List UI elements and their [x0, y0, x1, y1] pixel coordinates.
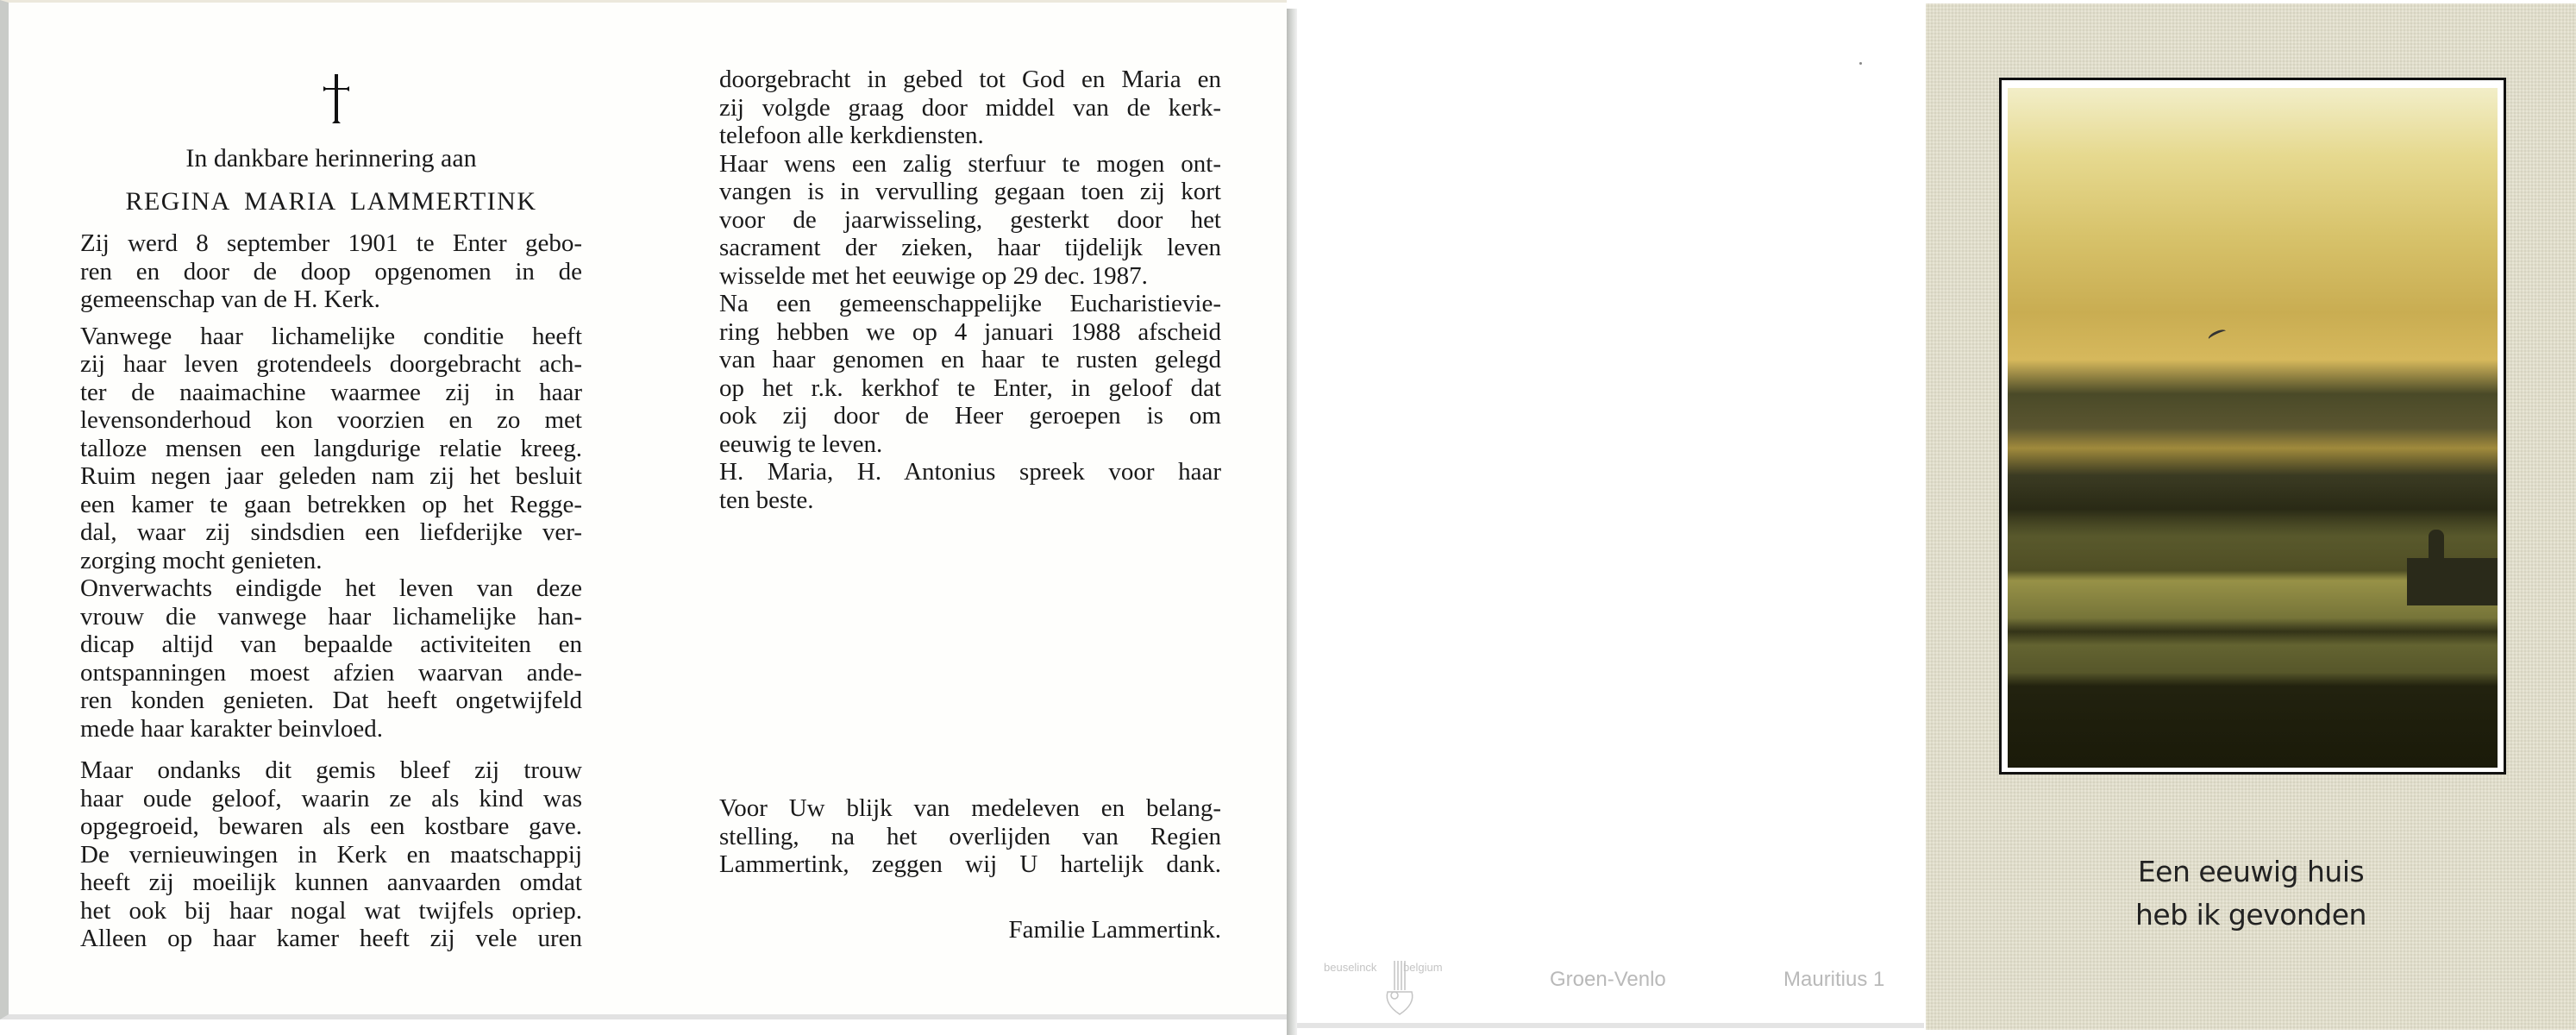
text-line: haar oude geloof, waarin ze als kind was — [80, 784, 582, 812]
text-line: Vanwege haar lichamelijke conditie heeft — [80, 322, 582, 350]
memorial-card-back — [1297, 0, 1924, 1028]
paragraph — [719, 150, 1221, 291]
dedication-heading: In dankbare herinnering aan — [185, 144, 477, 172]
text-line: gemeenschap van de H. Kerk. — [80, 285, 380, 313]
text-line: wisselde met het eeuwige op 29 dec. 1987. — [719, 261, 1148, 290]
paragraph — [719, 66, 1221, 150]
memorial-card-front — [1926, 3, 2576, 1030]
text-line: Alleen op haar kamer heeft zij vele uren — [80, 925, 582, 952]
text-line: opgegroeid, bewaren als een kostbare gave. — [80, 812, 582, 840]
card-series: Mauritius 1 — [1783, 968, 1885, 991]
text-line: ren konden genieten. Dat heeft ongetwijfeld — [80, 687, 582, 714]
paragraph — [80, 756, 582, 953]
text-line: Ruim negen jaar geleden nam zij het besluit — [80, 462, 582, 490]
text-line: talloze mensen een langdurige relatie kreeg. — [80, 434, 582, 462]
text-line: ten beste. — [719, 486, 814, 514]
text-line: mede haar karakter beinvloed. — [80, 714, 384, 743]
text-line: ter de naaimachine waarmee zij in haar — [80, 378, 582, 406]
text-line: Zij werd 8 september 1901 te Enter gebo- — [80, 229, 582, 257]
deceased-name: REGINA MARIA LAMMERTINK — [125, 187, 537, 216]
text-line: doorgebracht in gebed tot God en Maria en — [719, 66, 1221, 93]
text-line: sacrament der zieken, haar tijdelijk leven — [719, 234, 1221, 261]
text-line: heeft zij moeilijk kunnen aanvaarden omdat — [80, 869, 582, 896]
photo-frame — [1999, 78, 2506, 775]
text-line: H. Maria, H. Antonius spreek voor haar — [719, 458, 1221, 486]
text-line: ring hebben we op 4 januari 1988 afscheid — [719, 317, 1221, 346]
text-line: vangen is in vervulling gegaan toen zij kort — [719, 178, 1221, 205]
text-line: Lammertink, zeggen wij U hartelijk dank. — [719, 850, 1221, 878]
logo-text-left: beuselinck — [1324, 961, 1377, 974]
publisher-logo-mark-icon — [1382, 957, 1417, 1018]
text-line: op het r.k. kerkhof te Enter, in geloof dat — [719, 373, 1221, 402]
paragraph — [80, 323, 582, 575]
text-line: voor de jaarwisseling, gesterkt door het — [719, 205, 1221, 234]
text-line: Voor Uw blijk van medeleven en belang- — [719, 794, 1221, 822]
text-line: ontspanningen moest afzien waarvan ande- — [80, 658, 582, 687]
text-line: Haar wens een zalig sterfuur te mogen ont- — [719, 149, 1221, 178]
text-line: ren en door de doop opgenomen in de — [80, 257, 582, 285]
text-line: dicap altijd van bepaalde activiteiten en — [80, 630, 582, 658]
logo-text-right: belgium — [1403, 961, 1443, 974]
printer-name: Groen-Venlo — [1550, 968, 1666, 991]
text-line: zij haar leven grotendeels doorgebracht ach- — [80, 350, 582, 378]
sunset-sea-photo — [2008, 88, 2498, 768]
caption-line-2: heb ik gevonden — [2135, 898, 2366, 932]
biography-column-right — [719, 66, 1221, 514]
paragraph — [80, 574, 582, 743]
text-line: zij volgde graag door middel van de kerk- — [719, 93, 1221, 122]
text-line: ook zij door de Heer geroepen is om — [719, 402, 1221, 430]
text-line: Na een gemeenschappelijke Eucharistievie- — [719, 290, 1221, 317]
pier-silhouette — [2407, 558, 2498, 605]
text-line: levensonderhoud kon voorzien en zo met — [80, 406, 582, 434]
text-line: het ook bij haar nogal wat twijfels opriep. — [80, 896, 582, 925]
seagull-silhouette — [2207, 328, 2228, 342]
paragraph — [80, 229, 582, 314]
text-line: Maar ondanks dit gemis bleef zij trouw — [80, 756, 582, 784]
text-line: een kamer te gaan betrekken op het Regge- — [80, 490, 582, 518]
text-line: dal, waar zij sindsdien een liefderijke ver- — [80, 518, 582, 546]
paragraph — [719, 458, 1221, 514]
caption-line-1: Een eeuwig huis — [2137, 855, 2365, 888]
paper-speck — [1859, 62, 1862, 65]
text-line: stelling, na het overlijden van Regien — [719, 822, 1221, 850]
family-signature: Familie Lammertink. — [1008, 916, 1221, 944]
paragraph — [719, 290, 1221, 458]
card-caption — [1926, 850, 2576, 937]
cross-icon — [321, 72, 352, 126]
text-line: Onverwachts eindigde het leven van deze — [80, 574, 582, 602]
text-line: zorging mocht genieten. — [80, 546, 323, 574]
text-line: vrouw die vanwege haar lichamelijke han- — [80, 602, 582, 630]
biography-column-left — [80, 229, 582, 953]
text-line: van haar genomen en haar te rusten gelegd — [719, 346, 1221, 373]
text-line: telefoon alle kerkdiensten. — [719, 122, 984, 149]
thanks-block — [719, 794, 1221, 879]
text-line: eeuwig te leven. — [719, 430, 883, 458]
publisher-logo — [1324, 957, 1462, 1026]
card-fold-divider — [1287, 9, 1297, 1035]
text-line: De vernieuwingen in Kerk en maatschappij — [80, 840, 582, 869]
